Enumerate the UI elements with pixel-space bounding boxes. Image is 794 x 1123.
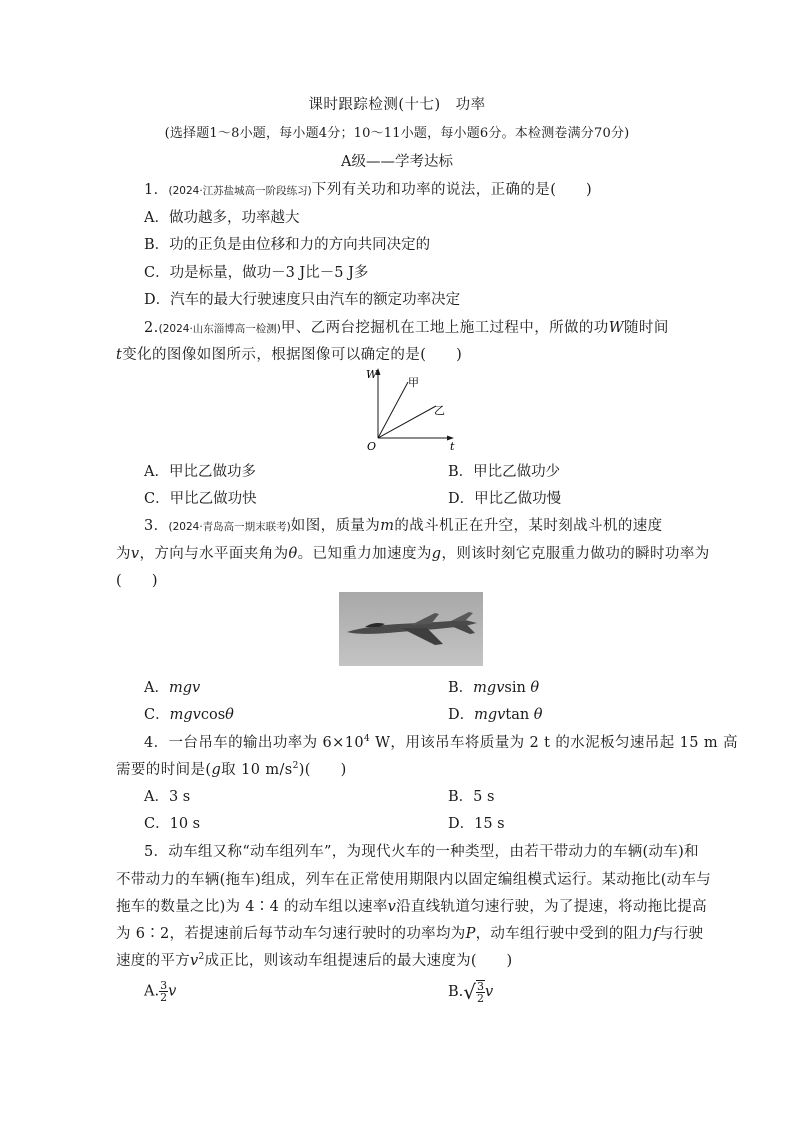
q1-option-b[interactable]: B．功的正负是由位移和力的方向共同决定的 xyxy=(144,237,431,253)
q3-var-g: g xyxy=(431,546,442,562)
q3-option-c-label: C． xyxy=(144,707,170,723)
q3-var-m: m xyxy=(380,518,395,534)
q5-option-a-fraction xyxy=(159,980,168,1003)
q2-work-time-graph xyxy=(362,364,462,452)
y-axis-label: W xyxy=(366,368,378,381)
q4-stem-line2 xyxy=(116,758,347,779)
q3-option-d-value: mgv xyxy=(474,707,506,723)
q4-option-b[interactable]: B．5 s xyxy=(448,789,495,805)
origin-label: O xyxy=(367,440,377,452)
q3-option-d-theta: θ xyxy=(533,707,543,723)
q4-text-5: )( ) xyxy=(298,762,347,778)
q4-text-2: W，用该吊车将质量为 2 t 的水泥板匀速吊起 15 m 高 xyxy=(370,735,738,751)
q4-text-4: 取 10 m/s xyxy=(221,762,293,778)
fraction-numerator: 3 xyxy=(160,979,168,992)
q5-text-4: ，动车组行驶中受到的阻力 xyxy=(475,926,654,942)
q3-option-c-fn: cos xyxy=(200,707,226,723)
q1-text: 下列有关功和功率的说法，正确的是( ) xyxy=(311,182,593,198)
q5-stem-line2: 不带动力的车辆(拖车)组成，列车在正常使用期限内以固定编组模式运行。某动拖比(动车与 xyxy=(116,872,712,888)
scoring-note: (选择题1～8小题，每小题4分；10～11小题，每小题6分。本检测卷满分70分) xyxy=(164,126,630,141)
q5-var-p: P xyxy=(465,926,476,942)
q3-text-6: ，则该时刻它克服重力做功的瞬时功率为 xyxy=(441,546,710,562)
q3-option-d[interactable] xyxy=(448,703,543,724)
q3-option-b-fn: sin xyxy=(504,680,531,696)
label-yi: 乙 xyxy=(434,404,445,417)
q5-option-b-label: B. xyxy=(448,984,464,1000)
q3-text-2: 的战斗机正在升空，某时刻战斗机的速度 xyxy=(394,518,663,534)
q5-text-1: 拖车的数量之比)为 4∶4 的动车组以速率 xyxy=(116,899,388,915)
q5-var-v: v xyxy=(387,899,397,915)
q1-option-d[interactable]: D．汽车的最大行驶速度只由汽车的额定功率决定 xyxy=(144,292,461,308)
q5-option-a-var: v xyxy=(168,983,177,1000)
fighter-jet-photo xyxy=(339,592,483,666)
fraction-denominator: 2 xyxy=(160,991,168,1004)
fraction-denominator: 2 xyxy=(477,992,485,1005)
q3-option-b-label: B． xyxy=(448,680,474,696)
page-title: 课时跟踪检测(十七) 功率 xyxy=(308,97,486,113)
q3-stem-line2 xyxy=(116,542,710,563)
q3-stem-line1 xyxy=(144,514,663,535)
q4-option-d[interactable]: D．15 s xyxy=(448,816,505,832)
q3-option-a-value: mgv xyxy=(168,680,201,696)
q4-text-1: 4．一台吊车的输出功率为 6×10 xyxy=(144,735,364,751)
q2-text-2: 随时间 xyxy=(624,320,669,336)
q4-stem-line1 xyxy=(144,731,738,752)
q3-option-b-value: mgv xyxy=(473,680,505,696)
q5-text-2: 沿直线轨道匀速行驶，为了提速，将动拖比提高 xyxy=(396,899,707,915)
q5-var-v2: v xyxy=(190,953,199,969)
q5-option-a[interactable] xyxy=(144,980,176,1003)
q1-option-a[interactable]: A．做功越多，功率越大 xyxy=(144,210,300,226)
q3-number: 3． xyxy=(144,518,169,534)
q2-var-w: W xyxy=(608,320,625,336)
q5-stem-line4 xyxy=(116,922,703,943)
q2-text-1: 甲、乙两台挖掘机在工地上施工过程中，所做的功 xyxy=(280,320,609,336)
q5-text-3: 为 6∶2，若提速前后每节动车匀速行驶时的功率均为 xyxy=(116,926,466,942)
q1-source: (2024·江苏盐城高一阶段练习) xyxy=(168,185,312,197)
q4-exponent-2: 2 xyxy=(292,761,299,772)
sqrt-icon: √ xyxy=(463,980,477,1004)
q4-text-3: 需要的时间是( xyxy=(116,762,212,778)
q5-exponent: 2 xyxy=(198,952,205,963)
q2-stem-line1 xyxy=(144,316,669,337)
q3-var-v: v xyxy=(130,546,140,562)
level-heading: A级——学考达标 xyxy=(341,154,453,170)
fraction-numerator: 3 xyxy=(477,980,485,993)
q5-var-f: f xyxy=(653,926,659,942)
q2-option-c[interactable]: C．甲比乙做功快 xyxy=(144,491,257,507)
q3-option-a[interactable] xyxy=(144,676,200,697)
q5-text-7: 成正比，则该动车组提速后的最大速度为( ) xyxy=(204,953,513,969)
q1-stem xyxy=(144,178,592,199)
q5-option-b-fraction xyxy=(476,980,485,1004)
q4-exponent: 4 xyxy=(363,734,371,745)
q3-option-d-fn: tan xyxy=(505,707,534,723)
q1-number: 1． xyxy=(144,182,169,198)
q1-option-c[interactable]: C．功是标量，做功－3 J比－5 J多 xyxy=(144,265,369,281)
q3-text-1: 如图，质量为 xyxy=(290,518,381,534)
q5-option-a-label: A. xyxy=(144,983,160,1000)
q3-option-d-label: D． xyxy=(448,707,475,723)
q5-stem-line3 xyxy=(116,895,707,916)
q5-stem-line5 xyxy=(116,949,512,970)
q3-option-b-theta: θ xyxy=(530,680,540,696)
q2-option-a[interactable]: A．甲比乙做功多 xyxy=(144,464,256,480)
q2-option-b[interactable]: B．甲比乙做功少 xyxy=(448,464,561,480)
q3-text-3: 为 xyxy=(116,546,131,562)
q4-option-c[interactable]: C．10 s xyxy=(144,816,201,832)
x-axis-label: t xyxy=(450,440,455,452)
label-jia: 甲 xyxy=(408,376,419,389)
q2-var-t: t xyxy=(116,347,123,363)
q2-number: 2. xyxy=(144,320,159,336)
q5-option-b-var: v xyxy=(485,984,494,1000)
q3-option-c-value: mgv xyxy=(169,707,201,723)
q5-option-b[interactable] xyxy=(448,980,493,1004)
q2-option-d[interactable]: D．甲比乙做功慢 xyxy=(448,491,562,507)
q4-option-a[interactable]: A．3 s xyxy=(144,789,191,805)
q3-source: (2024·青岛高一期末联考) xyxy=(168,521,291,533)
q2-stem-line2 xyxy=(116,343,462,364)
q3-var-theta: θ xyxy=(288,546,298,562)
q3-option-c-theta: θ xyxy=(225,707,234,723)
q2-source: (2024·山东淄博高一检测) xyxy=(158,323,281,335)
q3-text-4: ，方向与水平面夹角为 xyxy=(139,546,289,562)
q4-var-g: g xyxy=(211,762,222,778)
q3-option-b[interactable] xyxy=(448,676,539,697)
q5-text-5: 与行驶 xyxy=(658,926,704,942)
q2-text-3: 变化的图像如图所示，根据图像可以确定的是( ) xyxy=(122,347,463,363)
q3-option-a-label: A． xyxy=(144,680,169,696)
q5-text-6: 速度的平方 xyxy=(116,953,190,969)
q3-stem-line3: ( ) xyxy=(116,573,158,589)
q3-option-c[interactable] xyxy=(144,703,234,724)
q5-stem-line1: 5．动车组又称“动车组列车”，为现代火车的一种类型，由若干带动力的车辆(动车)和 xyxy=(144,844,699,860)
q3-text-5: 。已知重力加速度为 xyxy=(297,546,432,562)
